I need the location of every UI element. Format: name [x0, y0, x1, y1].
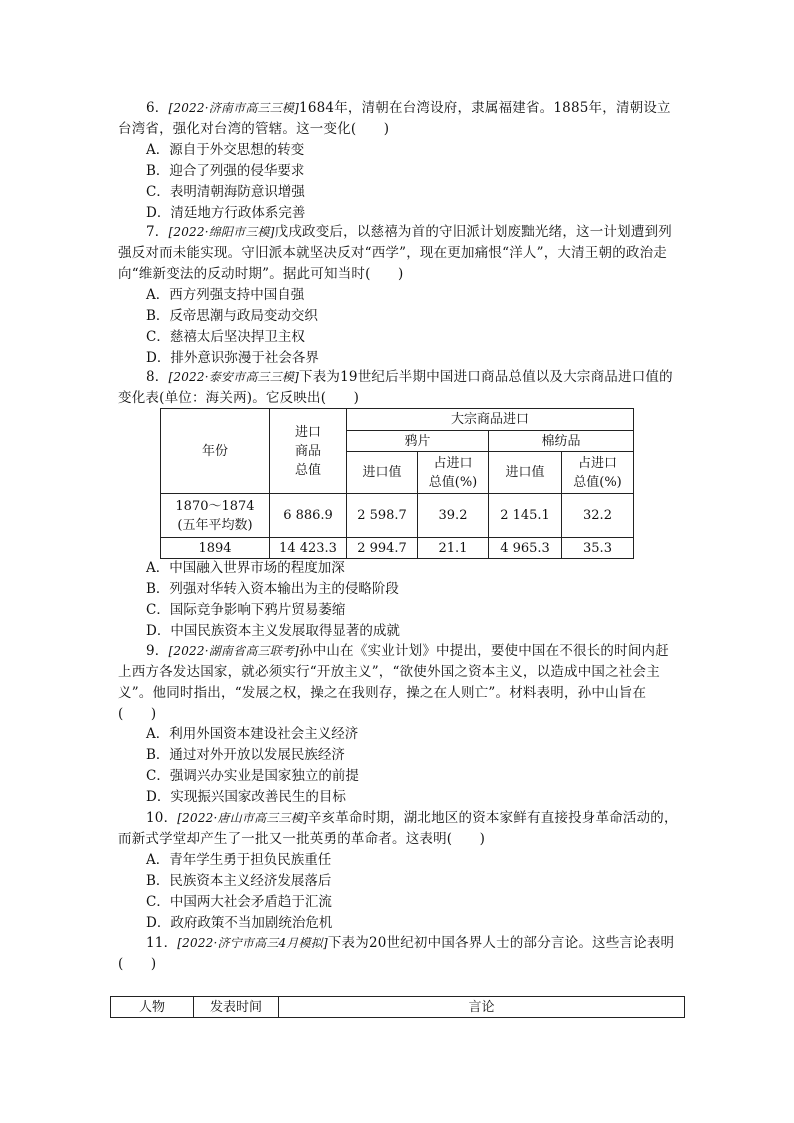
cell-cotton-value: 2 145.1: [489, 494, 562, 538]
header-remarks: 言论: [279, 997, 685, 1018]
option-b[interactable]: B．民族资本主义经济发展落后: [146, 873, 332, 889]
cell-year: [161, 494, 270, 538]
table-row: [161, 494, 634, 538]
question-number: 9．: [146, 643, 169, 659]
cell-year-line: 1870～1874: [175, 498, 255, 514]
question-6-options: [146, 140, 666, 224]
header-total-line: 进口: [294, 424, 321, 440]
question-10-options: [146, 850, 666, 934]
question-source: [2022·湖南省高三联考]: [168, 644, 300, 658]
option-b[interactable]: B．反帝思潮与政局变动交织: [146, 308, 318, 324]
question-text: 下表为19世纪后半期中国进口商品总值以及大宗商品进口值的变化表(单位：海关两)。它反映出( ): [118, 369, 673, 406]
question-7: [118, 222, 678, 285]
option-d[interactable]: D．中国民族资本主义发展取得显著的成就: [146, 623, 400, 639]
option-a[interactable]: A．中国融入世界市场的程度加深: [146, 560, 345, 576]
question-9: [118, 641, 678, 725]
option-b[interactable]: B．迎合了列强的侵华要求: [146, 163, 305, 179]
header-share-line: 总值(%): [573, 474, 622, 490]
cell-opium-value: 2 598.7: [347, 494, 418, 538]
header-share-line: 占进口: [577, 455, 617, 471]
question-number: 10．: [146, 810, 178, 826]
question-7-options: [146, 285, 666, 369]
header-year: 年份: [161, 409, 270, 494]
option-c[interactable]: C．慈禧太后坚决捍卫主权: [146, 329, 305, 345]
header-cotton-share: [562, 452, 634, 494]
cell-cotton-value: 4 965.3: [489, 538, 562, 559]
cell-cotton-share: 32.2: [562, 494, 634, 538]
option-a[interactable]: A．源自于外交思想的转变: [146, 142, 305, 158]
option-d[interactable]: D．实现振兴国家改善民生的目标: [146, 789, 346, 805]
question-source: [2022·济南市高三三模]: [168, 101, 300, 115]
question-number: 11．: [146, 935, 178, 951]
header-person: 人物: [111, 997, 194, 1018]
header-total-line: 总值: [294, 462, 321, 478]
question-source: [2022·绵阳市三模]: [168, 225, 275, 239]
question-9-options: [146, 724, 666, 808]
header-share-line: 总值(%): [428, 474, 478, 490]
table-row: [161, 538, 634, 559]
question-number: 7．: [146, 224, 169, 240]
header-opium: 鸦片: [347, 431, 489, 452]
header-cotton-value: 进口值: [489, 452, 562, 494]
question-text: 孙中山在《实业计划》中提出，要使中国在不很长的时间内赶上西方各发达国家，就必须实行“开放主义”，“欲使外国之资本主义，以造成中国之社会主义”。他同时指出，“发展之权，操之在我则存，操之在人则亡”。材料表明，孙中山旨在( ): [118, 643, 669, 722]
remarks-table: [110, 996, 685, 1018]
import-value-table: [160, 408, 634, 559]
question-source: [2022·泰安市高三三模]: [168, 370, 300, 384]
header-bulk-import: 大宗商品进口: [347, 409, 634, 431]
option-b[interactable]: B．通过对外开放以发展民族经济: [146, 747, 345, 763]
question-source: [2022·唐山市高三三模]: [177, 811, 308, 825]
option-c[interactable]: C．表明清朝海防意识增强: [146, 184, 305, 200]
option-d[interactable]: D．清廷地方行政体系完善: [146, 205, 306, 221]
question-11: [118, 933, 678, 975]
option-c[interactable]: C．强调兴办实业是国家独立的前提: [146, 768, 359, 784]
question-8-options: [146, 558, 666, 642]
option-c[interactable]: C．中国两大社会矛盾趋于汇流: [146, 894, 332, 910]
option-d[interactable]: D．政府政策不当加剧统治危机: [146, 915, 333, 931]
question-text: 辛亥革命时期，湖北地区的资本家鲜有直接投身革命活动的，而新式学堂却产生了一批又一批英勇的革命者。这表明( ): [118, 810, 678, 847]
header-opium-share: [418, 452, 489, 494]
header-cotton: 棉纺品: [489, 431, 634, 452]
cell-total: 6 886.9: [270, 494, 347, 538]
question-8: [118, 367, 678, 409]
question-text: 戊戌政变后，以慈禧为首的守旧派计划废黜光绪，这一计划遭到列强反对而未能实现。守旧派本就坚决反对“西学”，现在更加痛恨“洋人”，大清王朝的政治走向“维新变法的反动时期”。据此可知当时( ): [118, 224, 672, 282]
option-a[interactable]: A．利用外国资本建设社会主义经济: [146, 726, 359, 742]
cell-year: 1894: [161, 538, 270, 559]
question-6: [118, 98, 678, 140]
option-c[interactable]: C．国际竞争影响下鸦片贸易萎缩: [146, 602, 346, 618]
option-a[interactable]: A．西方列强支持中国自强: [146, 287, 305, 303]
question-10: [118, 808, 678, 850]
question-text: 下表为20世纪初中国各界人士的部分言论。这些言论表明( ): [118, 935, 675, 972]
question-source: [2022·济宁市高三4月模拟]: [177, 936, 328, 950]
cell-opium-share: 39.2: [418, 494, 489, 538]
header-time: 发表时间: [194, 997, 279, 1018]
option-a[interactable]: A．青年学生勇于担负民族重任: [146, 852, 332, 868]
header-opium-value: 进口值: [347, 452, 418, 494]
question-number: 6．: [146, 100, 169, 116]
cell-opium-value: 2 994.7: [347, 538, 418, 559]
option-b[interactable]: B．列强对华转入资本输出为主的侵略阶段: [146, 581, 399, 597]
option-d[interactable]: D．排外意识弥漫于社会各界: [146, 350, 319, 366]
header-total-import: [270, 409, 347, 494]
header-share-line: 占进口: [433, 455, 473, 471]
cell-opium-share: 21.1: [418, 538, 489, 559]
cell-year-line: (五年平均数): [177, 517, 253, 533]
cell-cotton-share: 35.3: [562, 538, 634, 559]
header-total-line: 商品: [294, 443, 321, 459]
question-text: 1684年，清朝在台湾设府，隶属福建省。1885年，清朝设立台湾省，强化对台湾的管辖。这一变化( ): [118, 100, 671, 137]
question-number: 8．: [146, 369, 169, 385]
cell-total: 14 423.3: [270, 538, 347, 559]
